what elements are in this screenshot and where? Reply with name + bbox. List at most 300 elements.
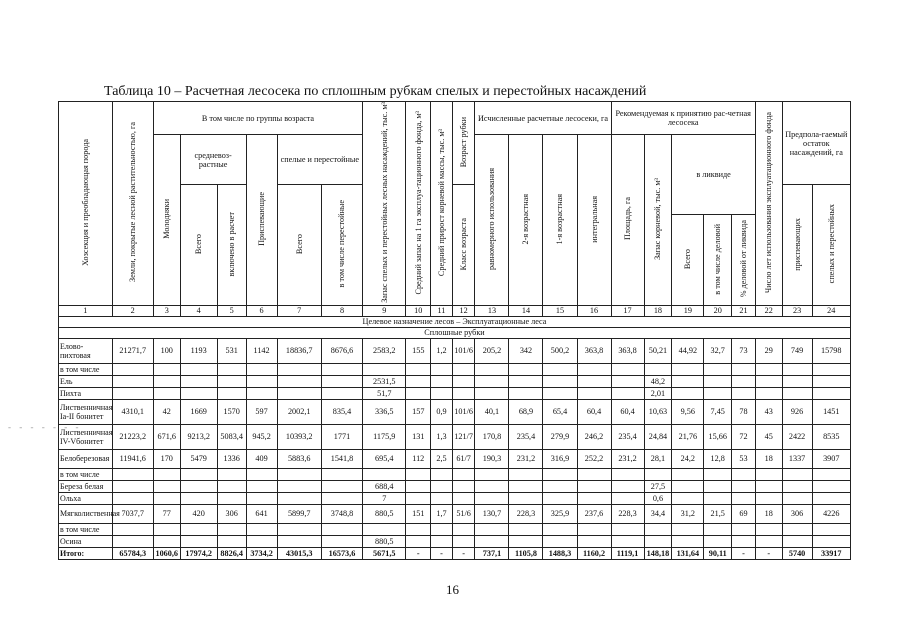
column-number: 21 <box>732 305 756 316</box>
table-cell <box>406 363 431 375</box>
table-cell: 1,2 <box>431 338 453 363</box>
table-cell <box>363 523 406 535</box>
table-cell <box>431 468 453 480</box>
table-cell <box>577 363 611 375</box>
table-cell <box>704 468 732 480</box>
table-cell <box>611 387 644 399</box>
table-cell: 5083,4 <box>217 424 246 449</box>
row-label: Лиственничная Iа-II бонитет <box>59 399 113 424</box>
table-cell <box>704 480 732 492</box>
row-label: Ель <box>59 375 113 387</box>
table-cell <box>153 387 180 399</box>
table-row <box>59 399 851 424</box>
table-cell <box>732 492 756 504</box>
table-cell <box>543 492 577 504</box>
table-cell <box>812 387 850 399</box>
header-calc-age1: 1-я возрастная <box>543 135 577 306</box>
table-cell: 737,1 <box>475 547 509 559</box>
table-cell: 228,3 <box>509 504 543 523</box>
table-cell: 18 <box>755 504 782 523</box>
table-cell <box>112 375 153 387</box>
table-cell: 363,8 <box>577 338 611 363</box>
table-cell <box>363 468 406 480</box>
table-cell <box>246 535 277 547</box>
table-cell <box>277 480 321 492</box>
table-cell: - <box>755 547 782 559</box>
column-number: 15 <box>543 305 577 316</box>
header-mature-total: Всего <box>277 185 321 306</box>
table-cell: 11941,6 <box>112 449 153 468</box>
table-cell: 306 <box>782 504 812 523</box>
table-cell <box>672 492 704 504</box>
column-number: 7 <box>277 305 321 316</box>
table-cell <box>112 480 153 492</box>
header-avg-stock: Средний запас на 1 га эксплуа-тационного фонда, м³ <box>406 102 431 306</box>
table-cell: 671,6 <box>153 424 180 449</box>
table-row <box>59 523 851 535</box>
table-cell <box>577 387 611 399</box>
header-rec-area: Площадь, га <box>611 135 644 306</box>
table-cell <box>321 375 362 387</box>
table-cell: 12,8 <box>704 449 732 468</box>
table-cell <box>153 492 180 504</box>
table-cell: 73 <box>732 338 756 363</box>
header-middle-incl: включено в расчет <box>217 185 246 306</box>
table-cell <box>577 535 611 547</box>
table-cell: 53 <box>732 449 756 468</box>
table-cell <box>431 375 453 387</box>
table-cell: 1,3 <box>431 424 453 449</box>
header-years: Число лет использования эксплуатационного фонда <box>755 102 782 306</box>
table-cell <box>452 375 475 387</box>
section-row <box>59 327 851 338</box>
table-cell: - <box>732 547 756 559</box>
table-cell: 325,9 <box>543 504 577 523</box>
table-cell <box>475 523 509 535</box>
table-cell <box>246 480 277 492</box>
table-cell <box>611 468 644 480</box>
table-cell: 231,2 <box>611 449 644 468</box>
table-cell <box>509 387 543 399</box>
header-calc-cuts: Исчисленные расчетные лесосеки, га <box>475 102 611 135</box>
table-cell: 90,11 <box>704 547 732 559</box>
table-cell: 1336 <box>217 449 246 468</box>
table-cell: 1193 <box>180 338 217 363</box>
table-cell <box>217 375 246 387</box>
table-row <box>59 363 851 375</box>
table-cell <box>112 468 153 480</box>
table-cell <box>812 363 850 375</box>
table-cell <box>672 480 704 492</box>
table-cell: 45 <box>755 424 782 449</box>
header-recommended: Рекомендуемая к принятию рас-четная лесосека <box>611 102 755 135</box>
table-cell <box>732 535 756 547</box>
table-cell <box>277 523 321 535</box>
table-cell: 65,4 <box>543 399 577 424</box>
row-label: Белоберезовая <box>59 449 113 468</box>
table-cell: 9213,2 <box>180 424 217 449</box>
table-cell: 1142 <box>246 338 277 363</box>
table-cell: 252,2 <box>577 449 611 468</box>
column-number: 16 <box>577 305 611 316</box>
table-cell <box>672 535 704 547</box>
row-label: в том числе <box>59 363 113 375</box>
table-cell: 5883,6 <box>277 449 321 468</box>
table-cell: 151 <box>406 504 431 523</box>
table-cell <box>509 535 543 547</box>
table-cell <box>321 480 362 492</box>
column-number: 8 <box>321 305 362 316</box>
table-cell <box>452 468 475 480</box>
table-cell: 28,1 <box>644 449 672 468</box>
table-cell: 29 <box>755 338 782 363</box>
table-cell: 3907 <box>812 449 850 468</box>
table-cell: 231,2 <box>509 449 543 468</box>
table-cell: 306 <box>217 504 246 523</box>
table-cell <box>277 468 321 480</box>
table-cell <box>509 363 543 375</box>
table-cell: 18 <box>755 449 782 468</box>
table-cell <box>246 492 277 504</box>
table-cell <box>509 523 543 535</box>
table-cell <box>321 535 362 547</box>
table-cell <box>644 363 672 375</box>
header-maturing: Приспевающие <box>246 135 277 306</box>
table-cell: 131 <box>406 424 431 449</box>
table-cell <box>543 480 577 492</box>
table-cell <box>509 375 543 387</box>
table-cell: 10,63 <box>644 399 672 424</box>
table-cell <box>812 468 850 480</box>
table-cell: 316,9 <box>543 449 577 468</box>
table-cell <box>577 523 611 535</box>
table-cell: 7037,7 <box>112 504 153 523</box>
table-cell: 420 <box>180 504 217 523</box>
table-cell: 157 <box>406 399 431 424</box>
table-cell <box>153 363 180 375</box>
table-cell <box>782 468 812 480</box>
table-cell <box>180 387 217 399</box>
table-cell: 68,9 <box>509 399 543 424</box>
table-cell: 1160,2 <box>577 547 611 559</box>
row-label: Береза белая <box>59 480 113 492</box>
table-cell <box>112 523 153 535</box>
table-cell <box>475 535 509 547</box>
table-cell: 21,5 <box>704 504 732 523</box>
table-cell <box>153 523 180 535</box>
table-cell: 27,5 <box>644 480 672 492</box>
table-cell <box>406 535 431 547</box>
table-cell <box>112 535 153 547</box>
table-cell <box>509 480 543 492</box>
section-cut-type: Сплошные рубки <box>59 327 851 338</box>
row-label: Ольха <box>59 492 113 504</box>
table-cell <box>577 480 611 492</box>
table-cell: 0,9 <box>431 399 453 424</box>
row-label: Осина <box>59 535 113 547</box>
table-cell: 21223,2 <box>112 424 153 449</box>
table-body <box>59 305 851 559</box>
row-label: Пихта <box>59 387 113 399</box>
column-number: 2 <box>112 305 153 316</box>
table-cell <box>672 523 704 535</box>
table-cell <box>509 468 543 480</box>
table-cell <box>217 523 246 535</box>
table-cell <box>277 535 321 547</box>
header-avg-growth: Средний прирост корневой массы, тыс. м³ <box>431 102 453 306</box>
table-cell <box>112 387 153 399</box>
table-cell <box>246 363 277 375</box>
table-cell: 1771 <box>321 424 362 449</box>
row-label: Елово-пихтовая <box>59 338 113 363</box>
column-number: 23 <box>782 305 812 316</box>
table-cell: 2,01 <box>644 387 672 399</box>
table-cell: 43015,3 <box>277 547 321 559</box>
column-number: 19 <box>672 305 704 316</box>
table-cell <box>406 523 431 535</box>
total-row <box>59 547 851 559</box>
table-cell <box>246 523 277 535</box>
table-row <box>59 504 851 523</box>
table-cell: 945,2 <box>246 424 277 449</box>
table-cell <box>217 480 246 492</box>
header-remain-maturing: приспевающих <box>782 185 812 306</box>
table-cell: 16573,6 <box>321 547 362 559</box>
table-cell <box>755 523 782 535</box>
table-cell: - <box>452 547 475 559</box>
table-cell <box>611 492 644 504</box>
table-cell <box>217 535 246 547</box>
table-cell <box>704 492 732 504</box>
table-cell <box>577 492 611 504</box>
table-cell <box>180 492 217 504</box>
table-cell <box>431 480 453 492</box>
header-mature-incl: в том числе перестойные <box>321 185 362 306</box>
table-cell: 235,4 <box>611 424 644 449</box>
table-cell <box>406 375 431 387</box>
table-cell <box>406 492 431 504</box>
column-number: 22 <box>755 305 782 316</box>
column-number: 20 <box>704 305 732 316</box>
table-cell: 2422 <box>782 424 812 449</box>
table-cell: 170 <box>153 449 180 468</box>
header-middle: средневоз-растные <box>180 135 246 185</box>
table-cell: 65784,3 <box>112 547 153 559</box>
table-cell: 7,45 <box>704 399 732 424</box>
table-cell: 235,4 <box>509 424 543 449</box>
table-cell <box>406 480 431 492</box>
table-cell: 51/6 <box>452 504 475 523</box>
column-number: 17 <box>611 305 644 316</box>
table-cell <box>543 363 577 375</box>
column-number: 10 <box>406 305 431 316</box>
table-cell: 749 <box>782 338 812 363</box>
table-cell <box>452 535 475 547</box>
column-number: 1 <box>59 305 113 316</box>
table-cell: 9,56 <box>672 399 704 424</box>
table-cell: 1060,6 <box>153 547 180 559</box>
header-mature: спелые и перестойные <box>277 135 363 185</box>
table-cell <box>543 387 577 399</box>
table-cell: 409 <box>246 449 277 468</box>
table-cell <box>431 492 453 504</box>
table-cell <box>452 480 475 492</box>
table-cell: 688,4 <box>363 480 406 492</box>
table-cell: 15,66 <box>704 424 732 449</box>
table-cell <box>321 387 362 399</box>
table-cell: 40,1 <box>475 399 509 424</box>
table-cell <box>475 387 509 399</box>
table-cell: 31,2 <box>672 504 704 523</box>
header-remain: Предпола-гаемый остаток насаждений, га <box>782 102 850 185</box>
table-cell: 44,92 <box>672 338 704 363</box>
table-cell <box>277 387 321 399</box>
table-cell: 8535 <box>812 424 850 449</box>
table-cell: 43 <box>755 399 782 424</box>
table-cell <box>543 375 577 387</box>
table-cell: 51,7 <box>363 387 406 399</box>
table-cell: 205,2 <box>475 338 509 363</box>
table-cell: 112 <box>406 449 431 468</box>
table-cell <box>406 387 431 399</box>
header-age-class: Класс возраста <box>452 185 475 306</box>
table-cell <box>543 468 577 480</box>
table-cell <box>755 492 782 504</box>
table-cell <box>509 492 543 504</box>
table-cell <box>153 468 180 480</box>
table-cell <box>672 363 704 375</box>
row-label: в том числе <box>59 468 113 480</box>
table-row <box>59 535 851 547</box>
header-middle-total: Всего <box>180 185 217 306</box>
header-liq-business: в том числе деловой <box>704 215 732 306</box>
table-cell: 130,7 <box>475 504 509 523</box>
table-row <box>59 480 851 492</box>
table-cell: 1541,8 <box>321 449 362 468</box>
table-cell: 24,2 <box>672 449 704 468</box>
header-calc-integral: интегральная <box>577 135 611 306</box>
table-cell <box>153 375 180 387</box>
table-cell: 8826,4 <box>217 547 246 559</box>
page-number: 16 <box>446 582 459 597</box>
table-row <box>59 375 851 387</box>
table-row <box>59 449 851 468</box>
table-cell <box>180 375 217 387</box>
table-cell <box>406 468 431 480</box>
table-row <box>59 338 851 363</box>
table-cell <box>611 535 644 547</box>
table-cell: 1175,9 <box>363 424 406 449</box>
table-cell <box>112 363 153 375</box>
header-rec-stock: Запас корневой, тыс. м³ <box>644 135 672 306</box>
table-cell: 1451 <box>812 399 850 424</box>
table-cell: 1,7 <box>431 504 453 523</box>
table-cell <box>755 375 782 387</box>
table-header <box>59 102 851 306</box>
table-cell <box>180 523 217 535</box>
table-cell <box>812 523 850 535</box>
table-cell <box>321 492 362 504</box>
table-cell: - <box>431 547 453 559</box>
table-cell <box>431 387 453 399</box>
header-section: Хозсекция и преобладающая порода <box>59 102 113 306</box>
table-cell <box>277 375 321 387</box>
table-cell <box>732 363 756 375</box>
table-cell: 5740 <box>782 547 812 559</box>
table-cell: 5479 <box>180 449 217 468</box>
table-cell: 597 <box>246 399 277 424</box>
table-cell <box>812 492 850 504</box>
table-cell <box>644 523 672 535</box>
table-cell <box>475 492 509 504</box>
table-cell <box>431 535 453 547</box>
table-cell: 2002,1 <box>277 399 321 424</box>
table-cell <box>180 468 217 480</box>
table-cell: 246,2 <box>577 424 611 449</box>
header-remain-mature: спелых и перестойных <box>812 185 850 306</box>
table-cell <box>782 523 812 535</box>
table-cell <box>672 375 704 387</box>
table-cell <box>704 387 732 399</box>
table-cell <box>782 387 812 399</box>
table-cell <box>732 375 756 387</box>
table-cell <box>755 468 782 480</box>
table-cell <box>732 468 756 480</box>
table-cell <box>644 468 672 480</box>
table-cell: 228,3 <box>611 504 644 523</box>
table-cell <box>732 387 756 399</box>
header-cut-age: Возраст рубки <box>452 102 475 185</box>
table-cell <box>363 363 406 375</box>
table-cell: 880,5 <box>363 535 406 547</box>
table-cell: 2,5 <box>431 449 453 468</box>
table-cell: 148,18 <box>644 547 672 559</box>
column-number: 24 <box>812 305 850 316</box>
table-cell <box>812 535 850 547</box>
table-cell: 1337 <box>782 449 812 468</box>
table-cell: 3734,2 <box>246 547 277 559</box>
table-cell: 695,4 <box>363 449 406 468</box>
table-cell: 155 <box>406 338 431 363</box>
table-cell: 641 <box>246 504 277 523</box>
table-cell: 5671,5 <box>363 547 406 559</box>
table-cell: 190,3 <box>475 449 509 468</box>
table-cell: 363,8 <box>611 338 644 363</box>
table-cell <box>153 535 180 547</box>
table-cell <box>180 535 217 547</box>
table-cell: 0,6 <box>644 492 672 504</box>
table-cell <box>755 363 782 375</box>
column-number: 9 <box>363 305 406 316</box>
column-number: 13 <box>475 305 509 316</box>
table-cell <box>611 375 644 387</box>
table-cell: 237,6 <box>577 504 611 523</box>
table-cell <box>611 523 644 535</box>
table-cell: 531 <box>217 338 246 363</box>
row-label: Мягколиственная <box>59 504 113 523</box>
table-cell: 21,76 <box>672 424 704 449</box>
table-cell <box>277 363 321 375</box>
table-cell: 33917 <box>812 547 850 559</box>
table-cell <box>812 375 850 387</box>
table-cell: 101/6 <box>452 338 475 363</box>
header-covered-land: Земли, покрытые лесной растительностью, га <box>112 102 153 306</box>
table-row <box>59 468 851 480</box>
table-cell: 880,5 <box>363 504 406 523</box>
table-cell: 131,64 <box>672 547 704 559</box>
table-cell: 1119,1 <box>611 547 644 559</box>
table-cell: 121/7 <box>452 424 475 449</box>
